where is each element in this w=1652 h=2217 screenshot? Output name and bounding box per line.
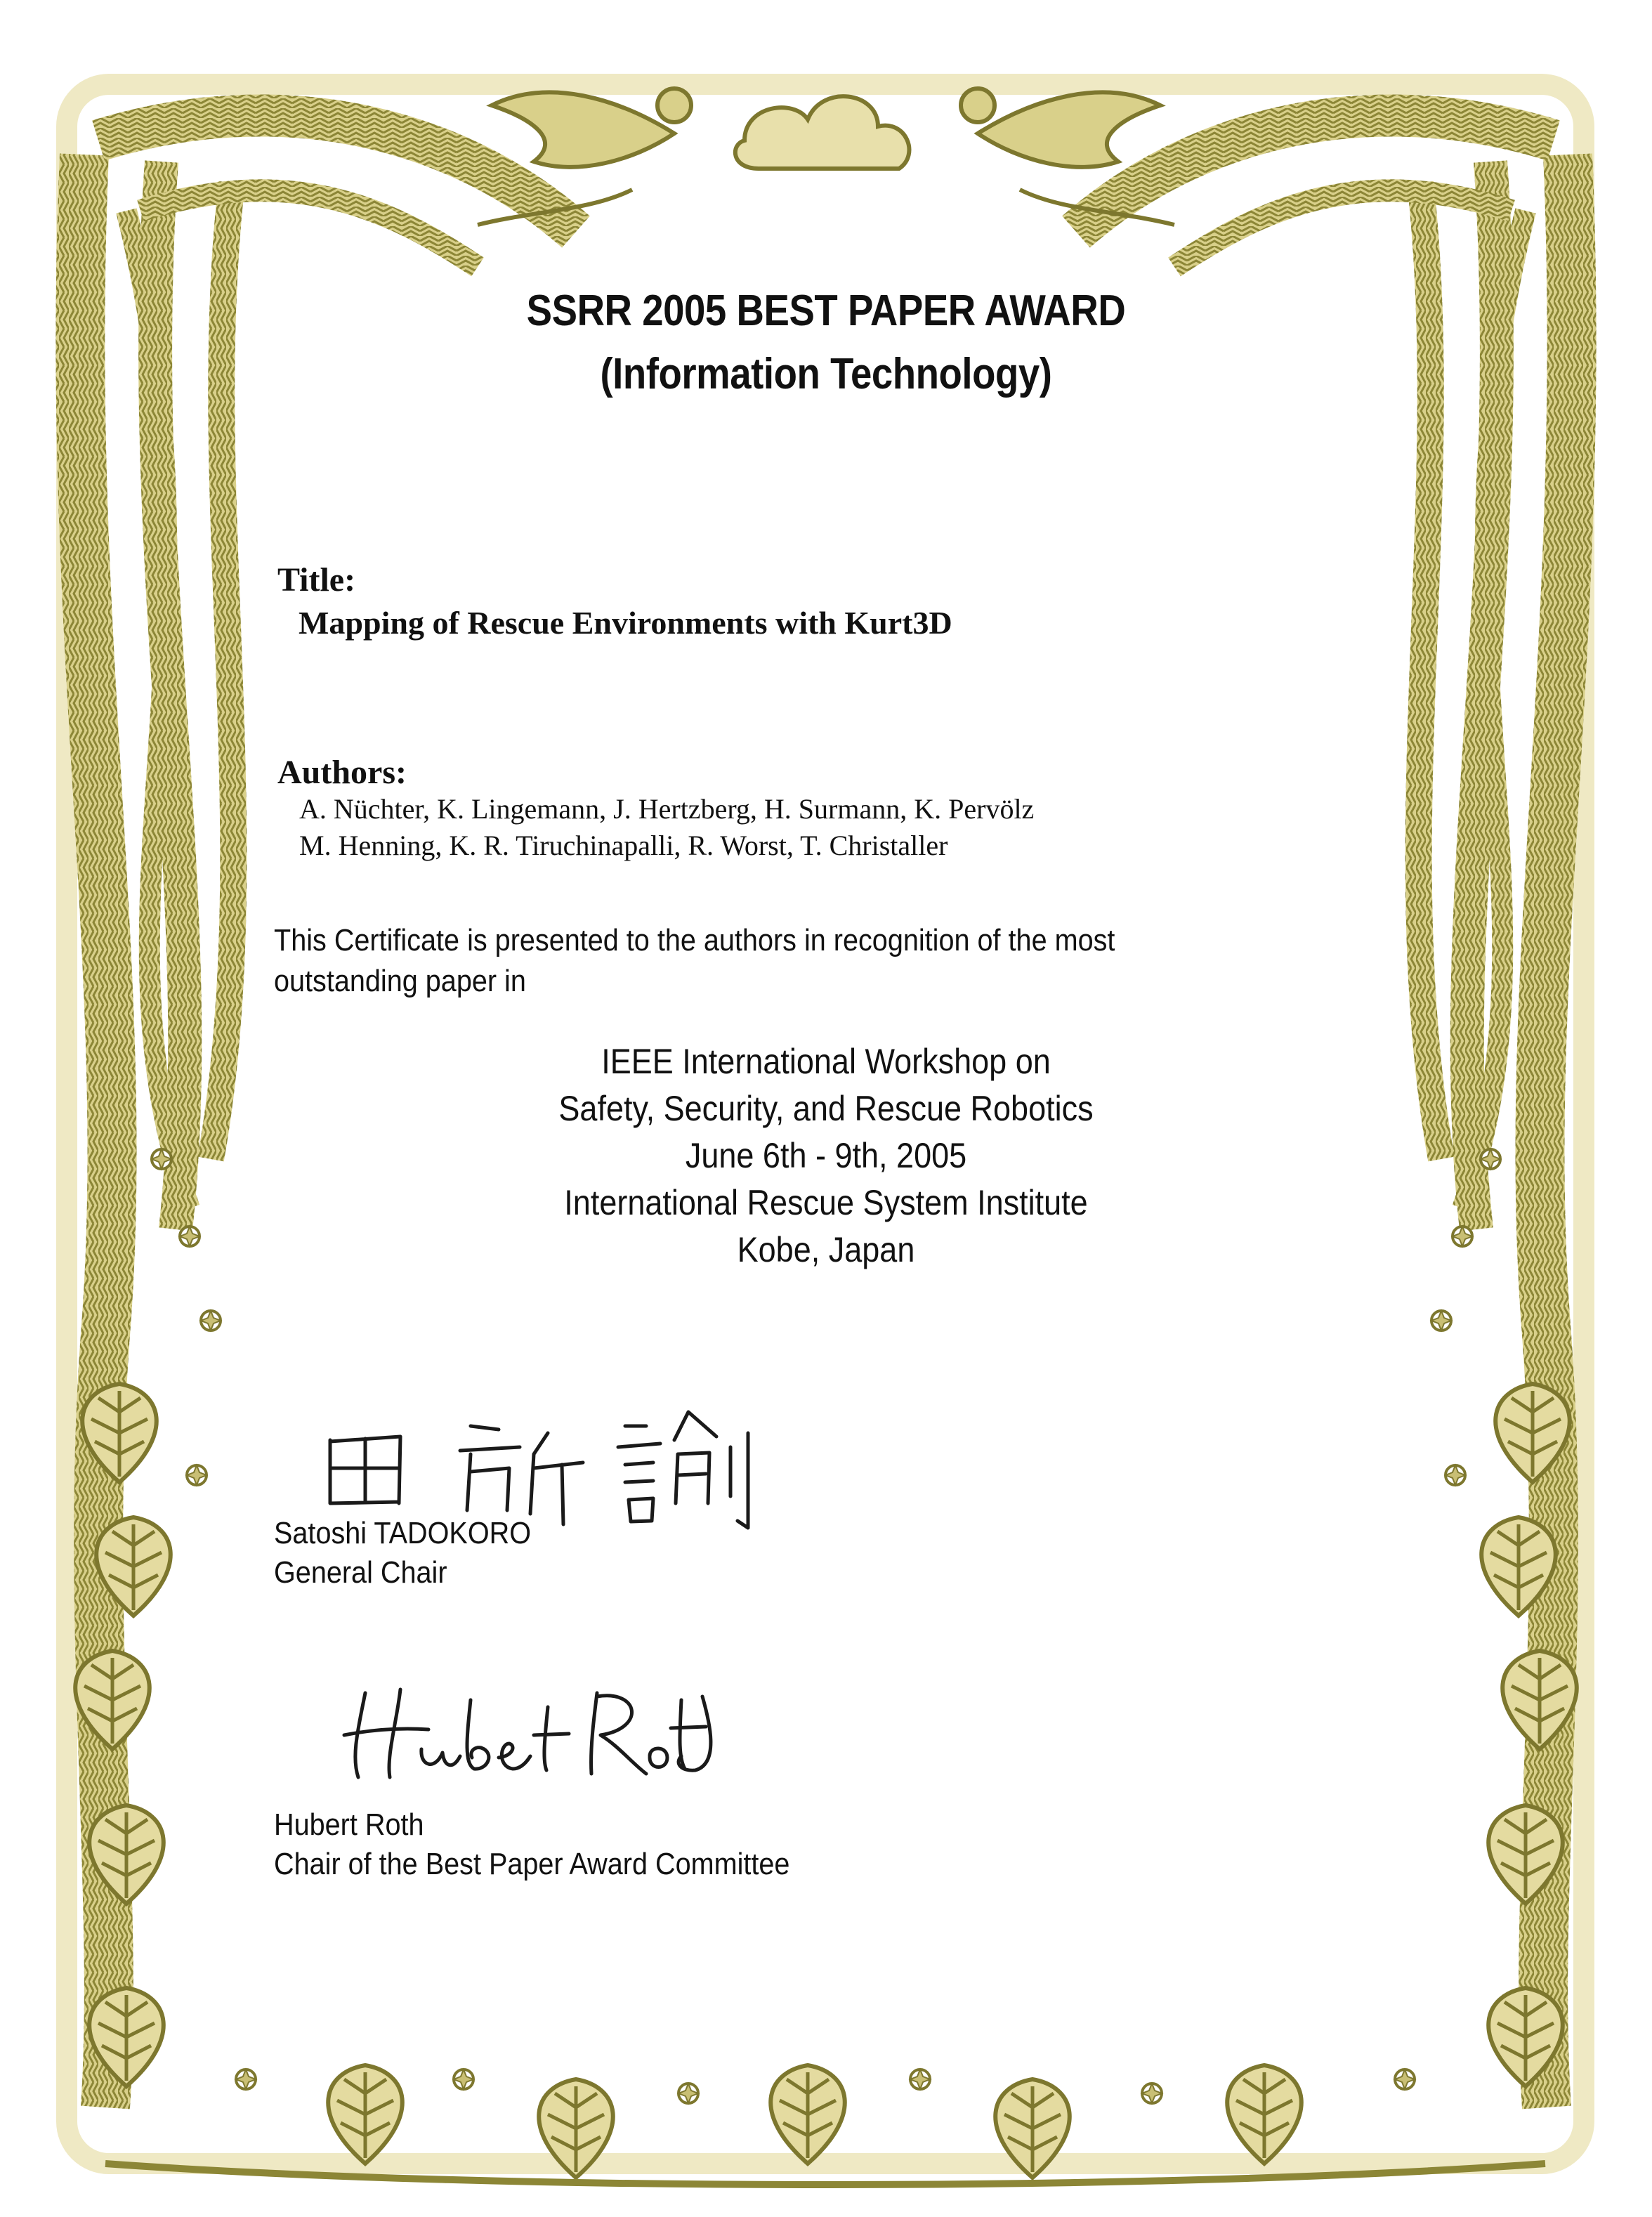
signatory-role: General Chair xyxy=(274,1555,447,1590)
signature-roth xyxy=(337,1679,745,1784)
cloud-ornament xyxy=(735,96,910,169)
signatory-role: Chair of the Best Paper Award Committee xyxy=(274,1847,790,1881)
leaf-garland xyxy=(75,1384,1577,2178)
award-title-line2: (Information Technology) xyxy=(600,350,1052,398)
signatory-name: Satoshi TADOKORO xyxy=(274,1516,532,1550)
flower-garland xyxy=(152,1149,1500,2103)
event-line: International Rescue System Institute xyxy=(564,1183,1088,1222)
signatory-name: Hubert Roth xyxy=(274,1807,424,1842)
authors-line: A. Nüchter, K. Lingemann, J. Hertzberg, H. Surmann, K. Pervölz xyxy=(299,793,1035,825)
event-line: IEEE International Workshop on xyxy=(601,1042,1051,1081)
recognition-text: This Certificate is presented to the authors in recognition of the most outstanding paper in xyxy=(274,923,1115,998)
title-heading: Title: xyxy=(277,561,356,599)
award-title-line1: SSRR 2005 BEST PAPER AWARD xyxy=(526,287,1126,335)
authors-line: M. Henning, K. R. Tiruchinapalli, R. Worst, T. Christaller xyxy=(299,830,948,861)
authors-heading: Authors: xyxy=(277,754,407,791)
award-title xyxy=(99,280,1553,406)
paper-title: Mapping of Rescue Environments with Kurt3D xyxy=(299,605,952,641)
event-line: Safety, Security, and Rescue Robotics xyxy=(558,1089,1094,1128)
event-line: Kobe, Japan xyxy=(737,1230,915,1269)
event-line: June 6th - 9th, 2005 xyxy=(685,1136,967,1175)
